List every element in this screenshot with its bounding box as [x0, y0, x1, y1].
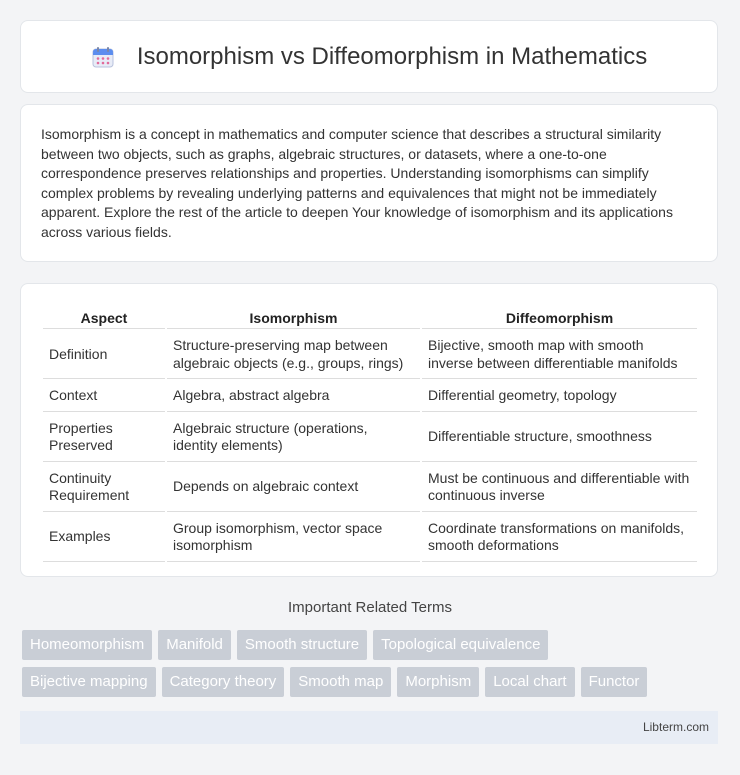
- page-title: Isomorphism vs Diffeomorphism in Mathematics: [136, 42, 648, 70]
- related-term-tag[interactable]: Smooth map: [290, 667, 391, 697]
- calendar-icon: [91, 45, 115, 69]
- related-terms-row: [22, 667, 722, 697]
- table-cell-aspect: Definition: [43, 331, 165, 379]
- table-cell-aspect: Context: [43, 381, 165, 412]
- table-cell-diffeomorphism: Coordinate transformations on manifolds, smooth deformations: [422, 514, 697, 562]
- related-term-tag[interactable]: Manifold: [158, 630, 231, 660]
- intro-paragraph: Isomorphism is a concept in mathematics and computer science that describes a structural similarity between two objects, such as graphs, algebraic structures, or datasets, where a one-to-one correspondence preserves relationships and properties. Understanding isomorphisms can simplify complex problems by revealing underlying patterns and equivalences that might not be immediately apparent. Explore the rest of the article to deepen Your knowledge of isomorphism and its applications across various fields.: [41, 126, 673, 240]
- column-header-diffeomorphism: Diffeomorphism: [422, 306, 697, 329]
- related-term-tag[interactable]: Morphism: [397, 667, 479, 697]
- table-cell-isomorphism: Algebra, abstract algebra: [167, 381, 420, 412]
- table-row: [43, 381, 697, 412]
- header-card: [20, 20, 718, 93]
- comparison-table: [41, 304, 699, 564]
- related-term-tag[interactable]: Category theory: [162, 667, 285, 697]
- table-row: [43, 514, 697, 562]
- related-terms-heading: Important Related Terms: [288, 599, 452, 616]
- column-header-aspect: Aspect: [43, 306, 165, 329]
- related-term-tag[interactable]: Smooth structure: [237, 630, 367, 660]
- table-cell-aspect: Properties Preserved: [43, 414, 165, 462]
- related-term-tag[interactable]: Topological equivalence: [373, 630, 548, 660]
- table-cell-aspect: Examples: [43, 514, 165, 562]
- footer-brand[interactable]: Libterm.com: [642, 720, 709, 734]
- comparison-table-card: [20, 283, 718, 577]
- table-row: [43, 464, 697, 512]
- footer: [20, 711, 718, 744]
- related-term-tag[interactable]: Local chart: [485, 667, 574, 697]
- table-row: [43, 331, 697, 379]
- table-cell-diffeomorphism: Must be continuous and differentiable with continuous inverse: [422, 464, 697, 512]
- table-row: [43, 414, 697, 462]
- related-terms-list: [22, 630, 722, 704]
- table-cell-diffeomorphism: Bijective, smooth map with smooth inverse between differentiable manifolds: [422, 331, 697, 379]
- related-term-tag[interactable]: Bijective mapping: [22, 667, 156, 697]
- column-header-isomorphism: Isomorphism: [167, 306, 420, 329]
- table-cell-isomorphism: Structure-preserving map between algebraic objects (e.g., groups, rings): [167, 331, 420, 379]
- table-cell-isomorphism: Group isomorphism, vector space isomorphism: [167, 514, 420, 562]
- related-terms-row: [22, 630, 722, 660]
- table-cell-aspect: Continuity Requirement: [43, 464, 165, 512]
- related-term-tag[interactable]: Functor: [581, 667, 648, 697]
- related-term-tag[interactable]: Homeomorphism: [22, 630, 152, 660]
- table-cell-isomorphism: Depends on algebraic context: [167, 464, 420, 512]
- table-cell-diffeomorphism: Differential geometry, topology: [422, 381, 697, 412]
- table-header-row: [43, 306, 697, 329]
- table-cell-isomorphism: Algebraic structure (operations, identity elements): [167, 414, 420, 462]
- table-cell-diffeomorphism: Differentiable structure, smoothness: [422, 414, 697, 462]
- intro-card: [20, 104, 718, 262]
